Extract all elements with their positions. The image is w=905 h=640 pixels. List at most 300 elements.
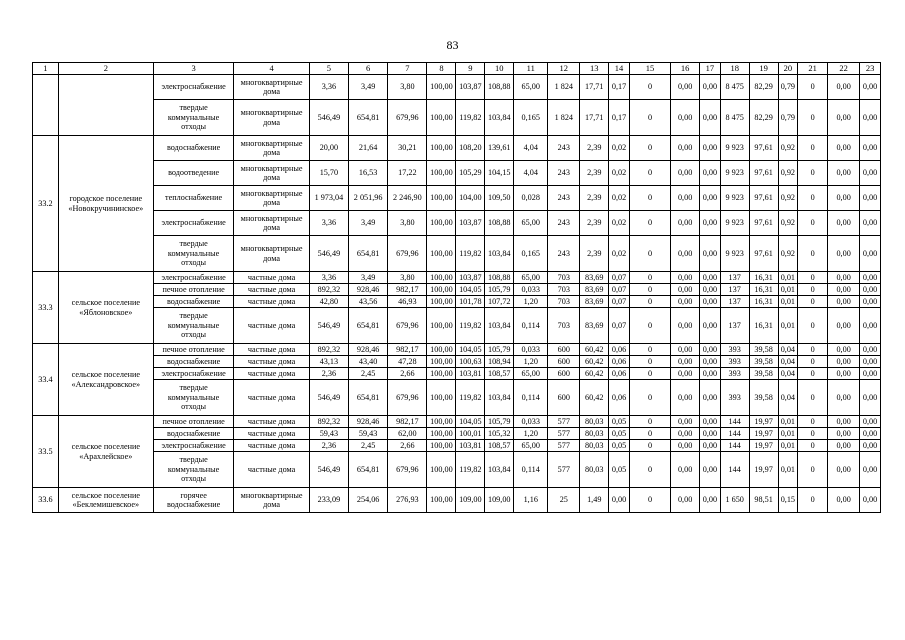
value-cell: 0,00	[860, 186, 881, 211]
value-cell: 83,69	[580, 272, 609, 284]
value-cell: 0	[629, 75, 670, 100]
value-cell: 0,00	[860, 428, 881, 440]
value-cell: 0,028	[514, 186, 548, 211]
service-type-cell: печное отопление	[153, 284, 234, 296]
value-cell: 0,00	[860, 308, 881, 344]
value-cell: 108,88	[485, 272, 514, 284]
table-row	[33, 356, 881, 368]
value-cell: 0,165	[514, 236, 548, 272]
value-cell: 0	[798, 488, 828, 513]
value-cell: 546,49	[309, 308, 348, 344]
value-cell: 108,88	[485, 211, 514, 236]
value-cell: 9 923	[720, 161, 749, 186]
value-cell: 0,00	[671, 428, 700, 440]
value-cell: 0,033	[514, 284, 548, 296]
service-type-cell: водоснабжение	[153, 428, 234, 440]
value-cell: 3,80	[388, 272, 427, 284]
service-type-cell: твердые коммунальные отходы	[153, 452, 234, 488]
value-cell: 4,04	[514, 136, 548, 161]
value-cell: 0,00	[700, 488, 721, 513]
value-cell: 3,49	[349, 75, 388, 100]
column-number-cell: 12	[548, 63, 580, 75]
housing-type-cell: многоквартирные дома	[234, 161, 309, 186]
value-cell: 100,00	[427, 75, 456, 100]
value-cell: 144	[720, 416, 749, 428]
value-cell: 0,00	[828, 161, 860, 186]
value-cell: 243	[548, 186, 580, 211]
value-cell: 243	[548, 136, 580, 161]
value-cell: 137	[720, 308, 749, 344]
table-row	[33, 488, 881, 513]
value-cell: 0	[629, 161, 670, 186]
value-cell: 109,00	[456, 488, 485, 513]
value-cell: 9 923	[720, 186, 749, 211]
value-cell: 2,45	[349, 440, 388, 452]
value-cell: 137	[720, 284, 749, 296]
value-cell: 0,00	[671, 211, 700, 236]
value-cell: 0,00	[860, 236, 881, 272]
value-cell: 1,20	[514, 296, 548, 308]
value-cell: 0,00	[700, 368, 721, 380]
value-cell: 0	[798, 161, 828, 186]
value-cell: 0,00	[700, 284, 721, 296]
table-row	[33, 161, 881, 186]
value-cell: 0,00	[671, 344, 700, 356]
value-cell: 0,92	[778, 136, 798, 161]
value-cell: 104,05	[456, 344, 485, 356]
settlement-name-cell: сельское поселение «Беклемишевское»	[58, 488, 153, 513]
settlement-number-cell	[33, 75, 59, 136]
value-cell: 17,22	[388, 161, 427, 186]
settlement-name-cell: сельское поселение «Александровское»	[58, 344, 153, 416]
value-cell: 59,43	[309, 428, 348, 440]
housing-type-cell: частные дома	[234, 452, 309, 488]
value-cell: 0,06	[609, 368, 630, 380]
value-cell: 679,96	[388, 380, 427, 416]
value-cell: 0,00	[828, 452, 860, 488]
value-cell: 21,64	[349, 136, 388, 161]
table-row	[33, 186, 881, 211]
value-cell: 105,29	[456, 161, 485, 186]
housing-type-cell: частные дома	[234, 380, 309, 416]
value-cell: 0,00	[828, 380, 860, 416]
value-cell: 9 923	[720, 136, 749, 161]
value-cell: 0,114	[514, 380, 548, 416]
service-type-cell: электроснабжение	[153, 211, 234, 236]
column-number-cell: 6	[349, 63, 388, 75]
value-cell: 0	[629, 186, 670, 211]
housing-type-cell: частные дома	[234, 296, 309, 308]
service-type-cell: электроснабжение	[153, 368, 234, 380]
value-cell: 2,39	[580, 186, 609, 211]
value-cell: 703	[548, 284, 580, 296]
value-cell: 0,00	[860, 452, 881, 488]
table-row	[33, 380, 881, 416]
value-cell: 2,36	[309, 440, 348, 452]
value-cell: 0	[629, 368, 670, 380]
value-cell: 0,00	[700, 380, 721, 416]
value-cell: 4,04	[514, 161, 548, 186]
value-cell: 0	[629, 284, 670, 296]
value-cell: 0,00	[828, 236, 860, 272]
value-cell: 0,01	[778, 428, 798, 440]
value-cell: 0,00	[828, 75, 860, 100]
value-cell: 0,00	[671, 488, 700, 513]
value-cell: 654,81	[349, 100, 388, 136]
service-type-cell: электроснабжение	[153, 440, 234, 452]
value-cell: 0,79	[778, 100, 798, 136]
value-cell: 0,00	[828, 284, 860, 296]
value-cell: 59,43	[349, 428, 388, 440]
value-cell: 1 824	[548, 100, 580, 136]
value-cell: 892,32	[309, 344, 348, 356]
value-cell: 1 650	[720, 488, 749, 513]
column-number-cell: 14	[609, 63, 630, 75]
value-cell: 8 475	[720, 100, 749, 136]
value-cell: 600	[548, 344, 580, 356]
value-cell: 65,00	[514, 211, 548, 236]
value-cell: 393	[720, 368, 749, 380]
service-type-cell: водоснабжение	[153, 136, 234, 161]
value-cell: 97,61	[749, 161, 778, 186]
value-cell: 100,00	[427, 368, 456, 380]
value-cell: 0	[629, 356, 670, 368]
value-cell: 16,53	[349, 161, 388, 186]
value-cell: 0	[798, 186, 828, 211]
value-cell: 0,06	[609, 380, 630, 416]
value-cell: 108,57	[485, 440, 514, 452]
settlement-name-cell: сельское поселение «Яблоновское»	[58, 272, 153, 344]
value-cell: 0,00	[860, 272, 881, 284]
housing-type-cell: частные дома	[234, 308, 309, 344]
page-number: 83	[446, 38, 459, 52]
value-cell: 100,00	[427, 416, 456, 428]
value-cell: 30,21	[388, 136, 427, 161]
value-cell: 0,01	[778, 452, 798, 488]
value-cell: 0,00	[671, 296, 700, 308]
column-number-cell: 9	[456, 63, 485, 75]
value-cell: 0,05	[609, 452, 630, 488]
value-cell: 100,00	[427, 356, 456, 368]
value-cell: 0	[798, 100, 828, 136]
value-cell: 101,78	[456, 296, 485, 308]
column-number-row	[33, 63, 881, 75]
value-cell: 3,36	[309, 75, 348, 100]
value-cell: 16,31	[749, 284, 778, 296]
service-type-cell: водоснабжение	[153, 356, 234, 368]
housing-type-cell: частные дома	[234, 368, 309, 380]
value-cell: 0,02	[609, 236, 630, 272]
service-type-cell: твердые коммунальные отходы	[153, 308, 234, 344]
value-cell: 1,20	[514, 356, 548, 368]
value-cell: 0,00	[700, 236, 721, 272]
value-cell: 0	[798, 344, 828, 356]
settlement-number-cell: 33.2	[33, 136, 59, 272]
value-cell: 546,49	[309, 100, 348, 136]
value-cell: 0,01	[778, 296, 798, 308]
value-cell: 144	[720, 440, 749, 452]
table-row	[33, 136, 881, 161]
value-cell: 600	[548, 368, 580, 380]
value-cell: 0	[629, 416, 670, 428]
settlement-name-cell	[58, 75, 153, 136]
value-cell: 0,04	[778, 368, 798, 380]
value-cell: 3,36	[309, 211, 348, 236]
table-row	[33, 284, 881, 296]
value-cell: 679,96	[388, 236, 427, 272]
value-cell: 100,01	[456, 428, 485, 440]
value-cell: 0,00	[860, 488, 881, 513]
value-cell: 139,61	[485, 136, 514, 161]
value-cell: 0,00	[828, 356, 860, 368]
value-cell: 109,50	[485, 186, 514, 211]
value-cell: 42,80	[309, 296, 348, 308]
value-cell: 546,49	[309, 236, 348, 272]
value-cell: 65,00	[514, 75, 548, 100]
service-type-cell: теплоснабжение	[153, 186, 234, 211]
value-cell: 0,00	[700, 452, 721, 488]
value-cell: 0,00	[828, 186, 860, 211]
value-cell: 0,00	[671, 440, 700, 452]
value-cell: 43,40	[349, 356, 388, 368]
value-cell: 108,94	[485, 356, 514, 368]
value-cell: 600	[548, 380, 580, 416]
value-cell: 0,00	[700, 161, 721, 186]
value-cell: 60,42	[580, 356, 609, 368]
value-cell: 2 246,90	[388, 186, 427, 211]
column-number-cell: 20	[778, 63, 798, 75]
value-cell: 0,07	[609, 308, 630, 344]
value-cell: 0,00	[671, 161, 700, 186]
table-row	[33, 75, 881, 100]
column-number-cell: 4	[234, 63, 309, 75]
value-cell: 0,00	[700, 296, 721, 308]
value-cell: 39,58	[749, 344, 778, 356]
settlement-number-cell: 33.3	[33, 272, 59, 344]
value-cell: 0,04	[778, 344, 798, 356]
value-cell: 703	[548, 272, 580, 284]
value-cell: 103,84	[485, 100, 514, 136]
value-cell: 100,00	[427, 488, 456, 513]
column-number-cell: 17	[700, 63, 721, 75]
column-number-cell: 15	[629, 63, 670, 75]
value-cell: 0,165	[514, 100, 548, 136]
value-cell: 0,92	[778, 186, 798, 211]
value-cell: 25	[548, 488, 580, 513]
value-cell: 1,20	[514, 428, 548, 440]
column-number-cell: 13	[580, 63, 609, 75]
value-cell: 103,87	[456, 272, 485, 284]
value-cell: 16,31	[749, 272, 778, 284]
value-cell: 0,00	[671, 236, 700, 272]
value-cell: 0	[798, 284, 828, 296]
column-number-cell: 18	[720, 63, 749, 75]
value-cell: 97,61	[749, 186, 778, 211]
value-cell: 0	[798, 440, 828, 452]
value-cell: 100,00	[427, 161, 456, 186]
data-table	[32, 62, 881, 513]
value-cell: 0,04	[778, 380, 798, 416]
value-cell: 982,17	[388, 416, 427, 428]
value-cell: 600	[548, 356, 580, 368]
value-cell: 0,00	[860, 368, 881, 380]
value-cell: 0,06	[609, 344, 630, 356]
value-cell: 3,80	[388, 211, 427, 236]
value-cell: 62,00	[388, 428, 427, 440]
value-cell: 0,00	[828, 368, 860, 380]
housing-type-cell: частные дома	[234, 344, 309, 356]
value-cell: 0	[798, 452, 828, 488]
value-cell: 103,81	[456, 440, 485, 452]
value-cell: 2,45	[349, 368, 388, 380]
housing-type-cell: многоквартирные дома	[234, 236, 309, 272]
value-cell: 104,15	[485, 161, 514, 186]
settlement-number-cell: 33.4	[33, 344, 59, 416]
value-cell: 80,03	[580, 428, 609, 440]
value-cell: 0,00	[700, 440, 721, 452]
value-cell: 679,96	[388, 100, 427, 136]
value-cell: 546,49	[309, 380, 348, 416]
value-cell: 243	[548, 236, 580, 272]
value-cell: 100,00	[427, 380, 456, 416]
value-cell: 137	[720, 272, 749, 284]
value-cell: 679,96	[388, 452, 427, 488]
value-cell: 0,00	[828, 488, 860, 513]
value-cell: 2,36	[309, 368, 348, 380]
value-cell: 39,58	[749, 368, 778, 380]
value-cell: 3,49	[349, 272, 388, 284]
value-cell: 2,39	[580, 136, 609, 161]
value-cell: 100,00	[427, 344, 456, 356]
value-cell: 892,32	[309, 416, 348, 428]
column-number-cell: 16	[671, 63, 700, 75]
value-cell: 19,97	[749, 452, 778, 488]
value-cell: 20,00	[309, 136, 348, 161]
value-cell: 2,39	[580, 161, 609, 186]
value-cell: 577	[548, 416, 580, 428]
value-cell: 0,00	[860, 440, 881, 452]
housing-type-cell: частные дома	[234, 428, 309, 440]
value-cell: 0	[629, 296, 670, 308]
value-cell: 108,20	[456, 136, 485, 161]
housing-type-cell: частные дома	[234, 416, 309, 428]
value-cell: 0,114	[514, 308, 548, 344]
value-cell: 60,42	[580, 380, 609, 416]
value-cell: 0	[798, 428, 828, 440]
value-cell: 0,00	[860, 161, 881, 186]
value-cell: 103,84	[485, 236, 514, 272]
table-row	[33, 100, 881, 136]
value-cell: 0	[798, 380, 828, 416]
value-cell: 19,97	[749, 440, 778, 452]
value-cell: 0	[629, 488, 670, 513]
value-cell: 0,00	[700, 75, 721, 100]
value-cell: 0,00	[671, 452, 700, 488]
housing-type-cell: частные дома	[234, 440, 309, 452]
value-cell: 0,00	[828, 272, 860, 284]
housing-type-cell: многоквартирные дома	[234, 136, 309, 161]
service-type-cell: электроснабжение	[153, 75, 234, 100]
value-cell: 17,71	[580, 100, 609, 136]
value-cell: 83,69	[580, 284, 609, 296]
column-number-cell: 1	[33, 63, 59, 75]
value-cell: 982,17	[388, 344, 427, 356]
value-cell: 0,00	[860, 211, 881, 236]
value-cell: 100,00	[427, 136, 456, 161]
housing-type-cell: многоквартирные дома	[234, 186, 309, 211]
value-cell: 0,79	[778, 75, 798, 100]
value-cell: 1,49	[580, 488, 609, 513]
value-cell: 0	[798, 368, 828, 380]
value-cell: 104,00	[456, 186, 485, 211]
column-number-cell: 11	[514, 63, 548, 75]
value-cell: 103,87	[456, 211, 485, 236]
value-cell: 100,00	[427, 452, 456, 488]
value-cell: 0	[798, 272, 828, 284]
value-cell: 0	[798, 308, 828, 344]
column-number-cell: 22	[828, 63, 860, 75]
value-cell: 100,00	[427, 428, 456, 440]
housing-type-cell: многоквартирные дома	[234, 488, 309, 513]
value-cell: 0,00	[828, 308, 860, 344]
value-cell: 233,09	[309, 488, 348, 513]
value-cell: 0	[629, 100, 670, 136]
value-cell: 103,84	[485, 380, 514, 416]
value-cell: 0,00	[828, 296, 860, 308]
value-cell: 0,00	[860, 100, 881, 136]
value-cell: 1 824	[548, 75, 580, 100]
value-cell: 0,114	[514, 452, 548, 488]
value-cell: 100,00	[427, 100, 456, 136]
value-cell: 1 973,04	[309, 186, 348, 211]
value-cell: 0,00	[860, 416, 881, 428]
value-cell: 0	[629, 236, 670, 272]
value-cell: 97,61	[749, 211, 778, 236]
housing-type-cell: многоквартирные дома	[234, 211, 309, 236]
value-cell: 243	[548, 211, 580, 236]
value-cell: 0	[629, 308, 670, 344]
value-cell: 243	[548, 161, 580, 186]
service-type-cell: горячее водоснабжение	[153, 488, 234, 513]
value-cell: 892,32	[309, 284, 348, 296]
value-cell: 0,00	[671, 136, 700, 161]
table-row	[33, 272, 881, 284]
value-cell: 0,00	[671, 368, 700, 380]
value-cell: 577	[548, 440, 580, 452]
value-cell: 0,00	[671, 356, 700, 368]
value-cell: 60,42	[580, 368, 609, 380]
value-cell: 60,42	[580, 344, 609, 356]
value-cell: 144	[720, 428, 749, 440]
value-cell: 119,82	[456, 236, 485, 272]
value-cell: 9 923	[720, 236, 749, 272]
value-cell: 137	[720, 296, 749, 308]
value-cell: 0,00	[828, 136, 860, 161]
value-cell: 654,81	[349, 308, 388, 344]
value-cell: 144	[720, 452, 749, 488]
value-cell: 0	[629, 272, 670, 284]
value-cell: 9 923	[720, 211, 749, 236]
value-cell: 19,97	[749, 416, 778, 428]
value-cell: 0,01	[778, 284, 798, 296]
value-cell: 108,57	[485, 368, 514, 380]
service-type-cell: водоснабжение	[153, 296, 234, 308]
value-cell: 119,82	[456, 452, 485, 488]
value-cell: 0,00	[828, 428, 860, 440]
value-cell: 577	[548, 452, 580, 488]
service-type-cell: электроснабжение	[153, 272, 234, 284]
value-cell: 0	[629, 428, 670, 440]
